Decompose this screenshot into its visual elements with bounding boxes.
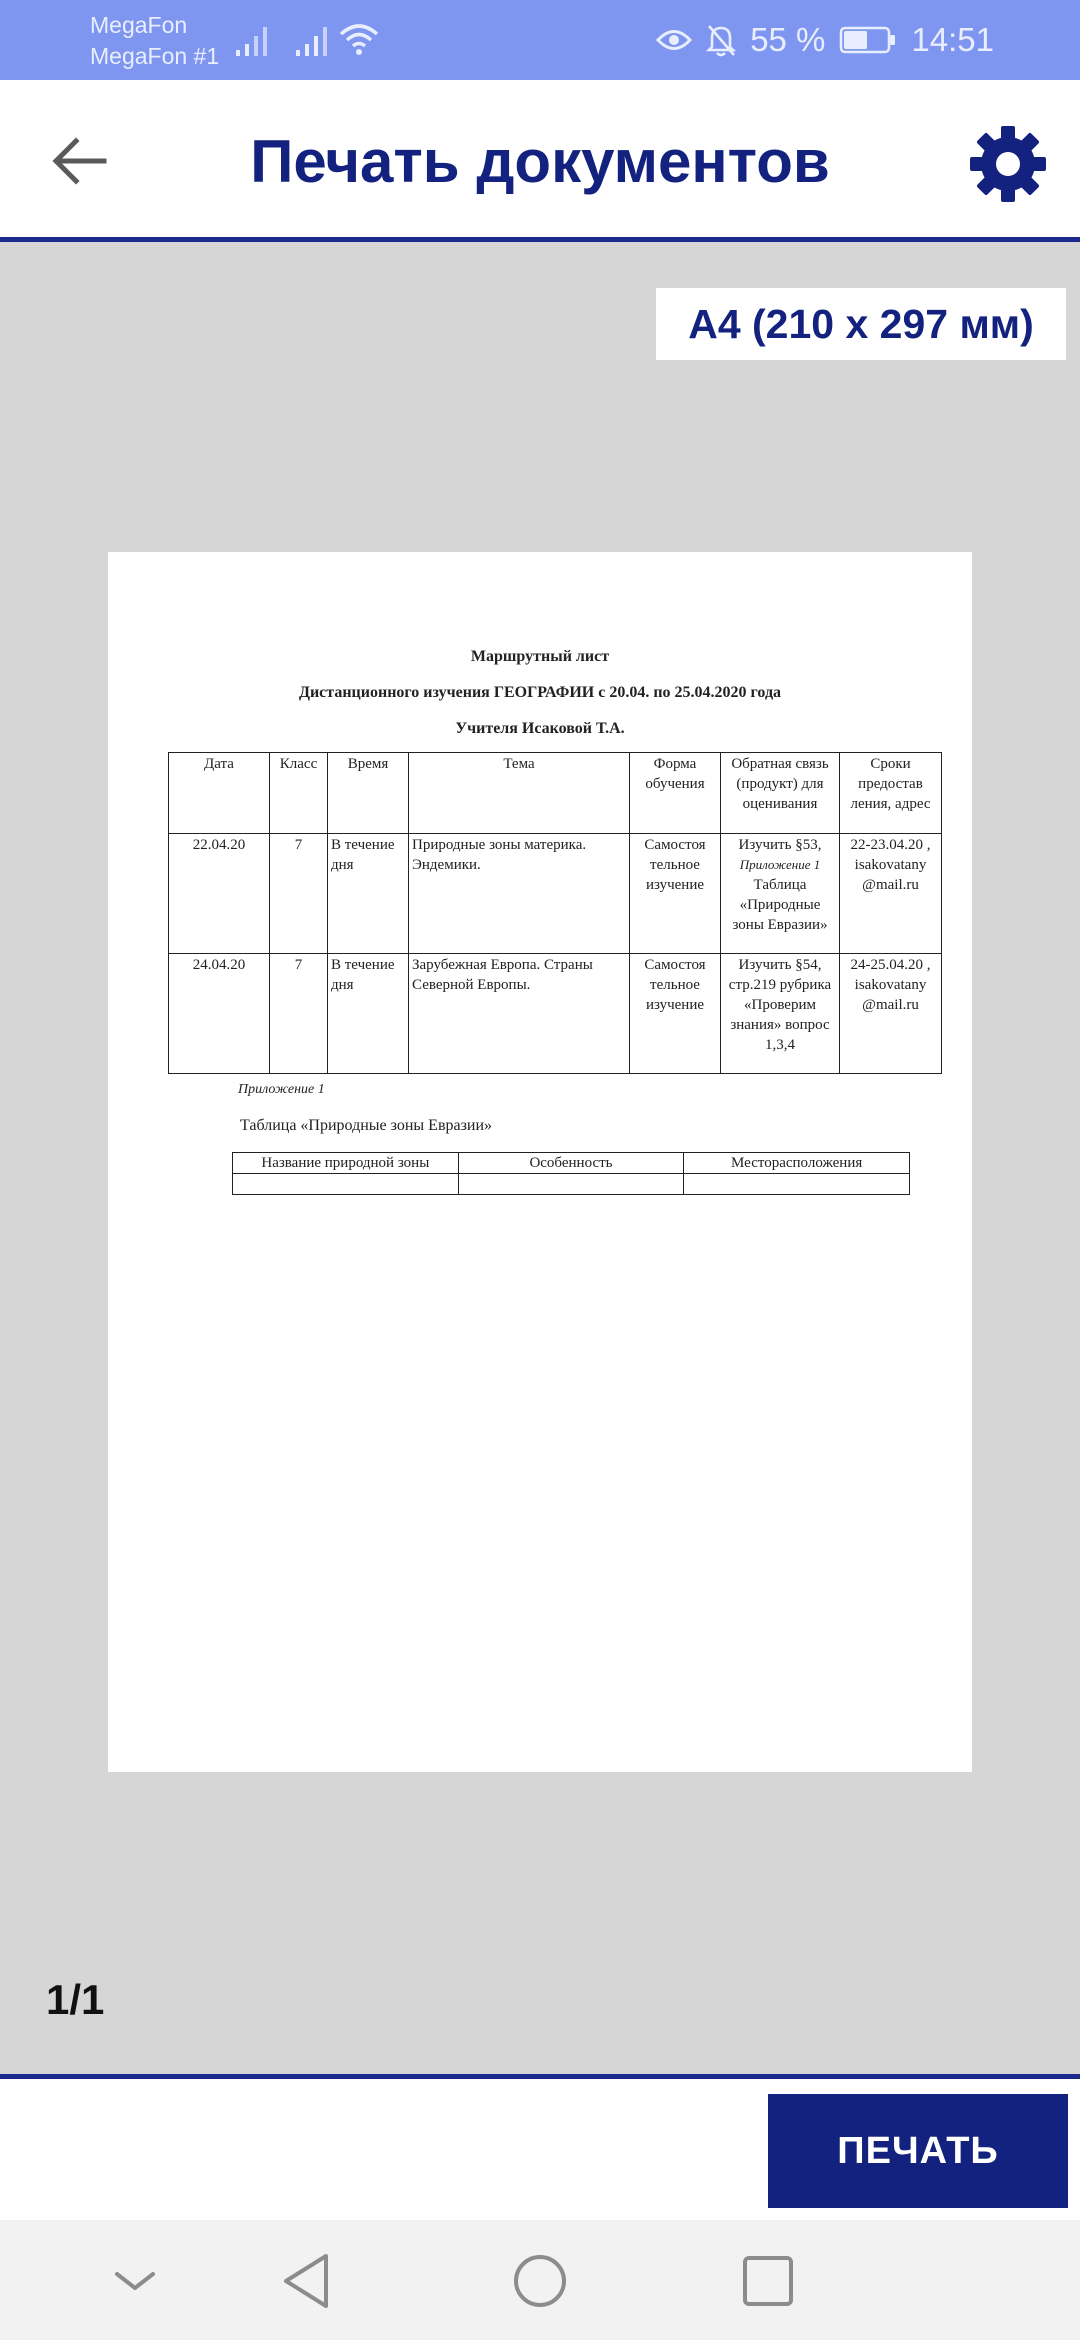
signal-1-icon (234, 24, 274, 58)
empty-cell (684, 1174, 910, 1195)
muted-bell-icon (706, 23, 736, 57)
zones-header-name: Название природной зоны (233, 1153, 459, 1174)
table-caption: Таблица «Природные зоны Евразии» (240, 1117, 493, 1134)
document-preview-page (108, 552, 972, 1772)
table-row (169, 954, 942, 1074)
cell-feedback (721, 834, 840, 954)
cell-deadline: 22-23.04.20 , isakovatany @mail.ru (840, 834, 942, 954)
wifi-icon (338, 20, 380, 58)
feedback-text-1: Изучить §53, (738, 837, 822, 853)
empty-cell (233, 1174, 459, 1195)
route-table (168, 752, 942, 1074)
empty-cell (458, 1174, 684, 1195)
eye-icon (656, 27, 692, 53)
cell-topic: Зарубежная Европа. Страны Северной Европы. (409, 954, 630, 1074)
zones-table (232, 1152, 910, 1195)
feedback-text-2: Таблица «Природные зоны Евразии» (732, 877, 828, 933)
status-right-group (656, 18, 994, 62)
cell-date: 22.04.20 (169, 834, 270, 954)
bottom-action-bar (0, 2074, 1080, 2220)
circle-home-icon[interactable] (505, 2246, 575, 2316)
table-row (169, 834, 942, 954)
cell-grade: 7 (270, 834, 328, 954)
cell-time: В течение дня (328, 954, 409, 1074)
gear-icon[interactable] (960, 120, 1056, 208)
back-arrow-icon[interactable] (40, 125, 120, 197)
route-table-header (169, 753, 942, 834)
carrier-1-label: MegaFon (90, 12, 188, 38)
paper-size-selector[interactable]: A4 (210 x 297 мм) (656, 288, 1066, 360)
appendix-note: Приложение 1 (238, 1082, 325, 1097)
header-date: Дата (169, 753, 270, 834)
carrier-labels (90, 10, 219, 72)
cell-grade: 7 (270, 954, 328, 1074)
feedback-note: Приложение 1 (739, 857, 821, 872)
battery-percent: 55 % (750, 21, 826, 58)
cell-form: Самостоя тельное изучение (630, 954, 721, 1074)
zones-table-header (233, 1153, 910, 1174)
table-row (233, 1174, 910, 1195)
signal-2-icon (294, 24, 334, 58)
chevron-down-icon[interactable] (100, 2246, 170, 2316)
triangle-back-icon[interactable] (274, 2246, 344, 2316)
zones-header-feature: Особенность (458, 1153, 684, 1174)
header-topic: Тема (409, 753, 630, 834)
header-feedback: Обратная связь (продукт) для оценивания (721, 753, 840, 834)
square-recents-icon[interactable] (733, 2246, 803, 2316)
page-title: Печать документов (250, 128, 830, 195)
battery-icon (839, 25, 897, 55)
doc-heading-1: Маршрутный лист (470, 648, 610, 665)
zones-header-location: Месторасположения (684, 1153, 910, 1174)
header-time: Время (328, 753, 409, 834)
feedback-text-1: Изучить §54, стр.219 рубрика «Проверим знания» вопрос 1,3,4 (728, 957, 832, 1053)
cell-feedback (721, 954, 840, 1074)
doc-heading-3: Учителя Исаковой Т.А. (455, 720, 625, 737)
carrier-2-label: MegaFon #1 (90, 43, 220, 69)
cell-topic: Природные зоны материка. Эндемики. (409, 834, 630, 954)
header-grade: Класс (270, 753, 328, 834)
status-bar (0, 0, 1080, 80)
cell-time: В течение дня (328, 834, 409, 954)
print-button[interactable]: ПЕЧАТЬ (768, 2094, 1068, 2208)
doc-heading-2: Дистанционного изучения ГЕОГРАФИИ с 20.04. по 25.04.2020 года (298, 684, 782, 701)
cell-date: 24.04.20 (169, 954, 270, 1074)
cell-deadline: 24-25.04.20 , isakovatany @mail.ru (840, 954, 942, 1074)
clock: 14:51 (911, 21, 994, 58)
page-counter: 1/1 (46, 1976, 105, 2023)
header-deadline: Сроки предостав ления, адрес (840, 753, 942, 834)
cell-form: Самостоя тельное изучение (630, 834, 721, 954)
header-form: Форма обучения (630, 753, 721, 834)
app-header (0, 80, 1080, 242)
system-nav-bar (0, 2220, 1080, 2340)
